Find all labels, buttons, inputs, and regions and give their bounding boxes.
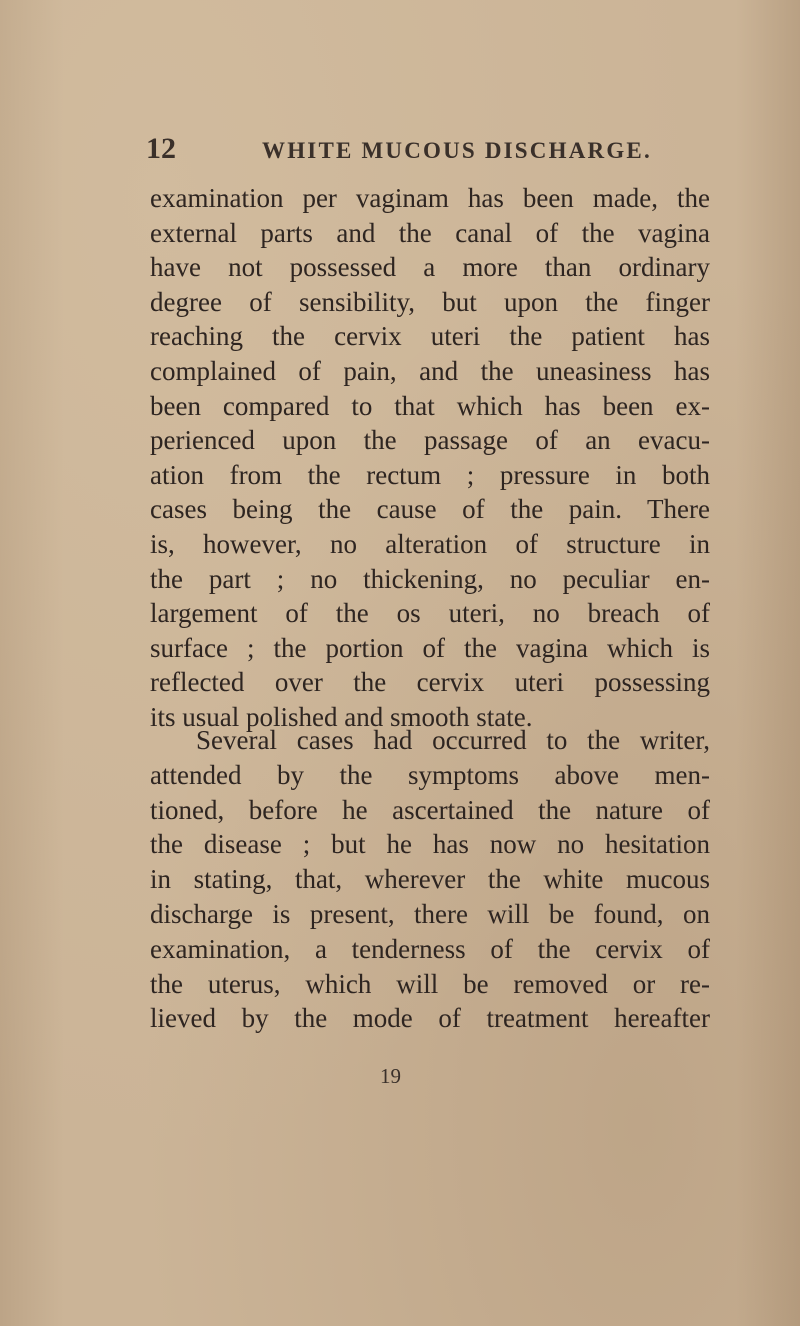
text-line: cases being the cause of the pain. There (150, 494, 710, 525)
text-line: complained of pain, and the uneasiness has (150, 355, 710, 386)
running-title: WHITE MUCOUS DISCHARGE. (262, 138, 652, 163)
text-line: have not possessed a more than ordinary (150, 252, 710, 283)
text-line: the uterus, which will be removed or re- (150, 968, 710, 999)
text-line: examination per vaginam has been made, the (150, 183, 710, 213)
text-line: been compared to that which has been ex- (150, 390, 710, 421)
paragraph-2 (150, 723, 710, 1036)
text-line: reflected over the cervix uteri possessing (150, 667, 710, 698)
text-line: lieved by the mode of treatment hereafter (150, 1003, 710, 1034)
text-line: tioned, before he ascertained the nature of (150, 794, 710, 825)
text-line: examination, a tenderness of the cervix of (150, 933, 710, 964)
text-line: surface ; the portion of the vagina which is (150, 632, 710, 663)
signature-mark: 19 (380, 1064, 401, 1088)
text-line: is, however, no alteration of structure in (150, 528, 710, 559)
text-line: external parts and the canal of the vagina (150, 217, 710, 248)
paragraph-1 (150, 181, 710, 735)
text-line: largement of the os uteri, no breach of (150, 598, 710, 629)
text-line: degree of sensibility, but upon the finger (150, 286, 710, 317)
text-line: the part ; no thickening, no peculiar en- (150, 563, 710, 594)
running-head (146, 132, 706, 172)
text-line: in stating, that, wherever the white mucous (150, 864, 710, 895)
text-line: its usual polished and smooth state. (150, 701, 533, 732)
text-line: ation from the rectum ; pressure in both (150, 459, 710, 490)
text-line: perienced upon the passage of an evacu- (150, 425, 710, 456)
text-line: Several cases had occurred to the writer, (196, 725, 710, 755)
text-line: the disease ; but he has now no hesitation (150, 829, 710, 860)
page-number: 12 (146, 132, 176, 165)
text-line: attended by the symptoms above men- (150, 759, 710, 790)
text-line: discharge is present, there will be found, on (150, 898, 710, 929)
text-line: reaching the cervix uteri the patient has (150, 321, 710, 352)
